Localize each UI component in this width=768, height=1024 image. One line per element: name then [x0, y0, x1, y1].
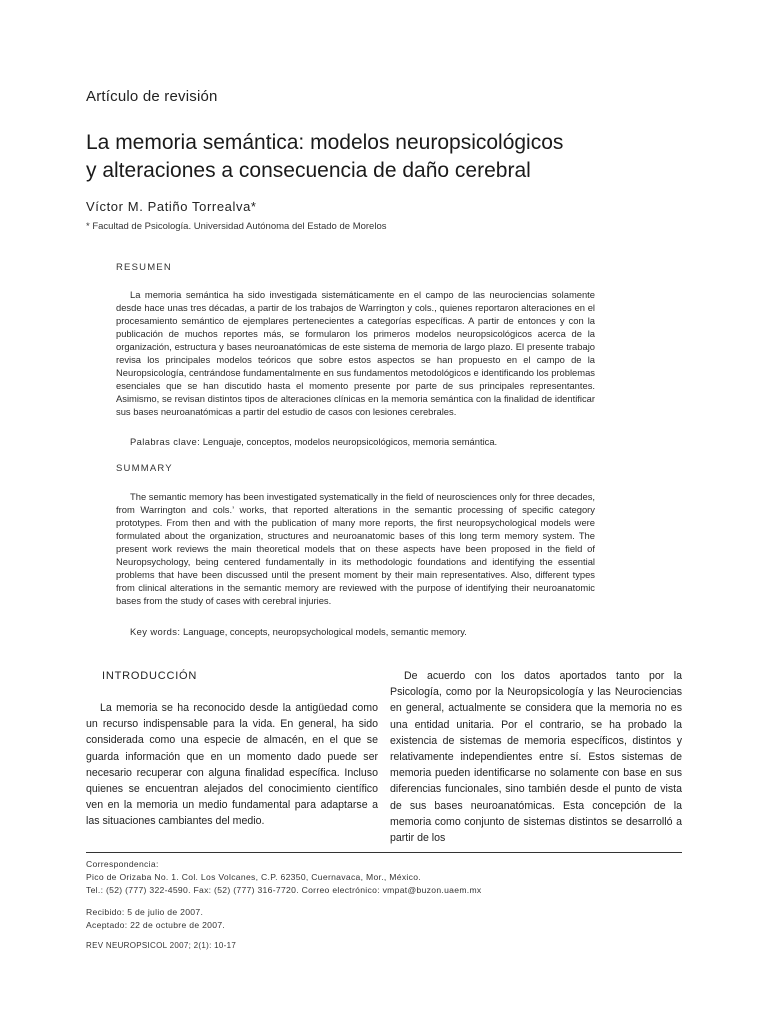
affiliation: * Facultad de Psicología. Universidad Autónoma del Estado de Morelos — [86, 221, 387, 232]
key-words-label: Key words: — [130, 626, 181, 637]
intro-right-column — [390, 668, 682, 846]
resumen-heading: RESUMEN — [116, 262, 172, 273]
introduction-heading: INTRODUCCIÓN — [102, 670, 198, 682]
keywords-label: Palabras clave: — [130, 436, 201, 447]
summary-keywords — [130, 626, 467, 637]
resumen-body — [116, 288, 595, 418]
resumen-keywords — [130, 436, 497, 447]
resumen-text: La memoria semántica ha sido investigada sistemáticamente en el campo de las neurociencias solamente desde hace unas tres décadas, a partir de los trabajos de Warrington y cols., quienes reportaron alteraciones en el procesamiento semántico de ejemplares pertenecientes a categorías específicas. A partir de entonces y con la publicación de muchos reportes más, se formularon los primeros modelos neuropsicológicos acerca de la organización, estructura y bases neuroanatómicas de este sistema de memoria de largo plazo. El presente trabajo revisa los principales modelos teóricos que sobre estos aspectos se han propuesto en el campo de la Neuropsicología, centrándose fundamentalmente en sus fundamentos metodológicos e identificando los problemas esenciales que se han discutido hasta el momento presente por parte de sus principales representantes. Asimismo, se revisan distintos tipos de alteraciones clínicas en la memoria semántica con la finalidad de identificar sus bases neuroanatómicas a partir del estudio de casos con lesiones cerebrales. — [116, 289, 595, 418]
correspondence-address: Pico de Orizaba No. 1. Col. Los Volcanes, C.P. 62350, Cuernavaca, Mor., México. — [86, 871, 421, 882]
section-type: Artículo de revisión — [86, 88, 218, 105]
title-line-1: La memoria semántica: modelos neuropsicológicos — [86, 131, 564, 154]
intro-right-text: De acuerdo con los datos aportados tanto por la Psicología, como por la Neuropsicología y las Neurociencias en general, actualmente se considera que la memoria no es una entidad unitaria. Por el contrario, se ha probado la existencia de sistemas de memoria específicos, distintos y relativamente independientes entre sí. Estos sistemas de memoria pueden identificarse no solamente con base en sus diferencias funcionales, sino también desde el punto de vista de sus bases neuroanatómicas. Esta concepción de la memoria como conjunto de sistemas distintos se desarrolló a partir de los — [390, 670, 682, 845]
author: Víctor M. Patiño Torrealva* — [86, 199, 257, 214]
correspondence-block — [86, 858, 482, 896]
received-date: Recibido: 5 de julio de 2007. — [86, 907, 204, 917]
key-words-text: Language, concepts, neuropsychological models, semantic memory. — [182, 626, 467, 637]
intro-left-column — [86, 700, 378, 830]
dates-block — [86, 906, 225, 932]
article-title — [86, 129, 706, 185]
summary-body — [116, 490, 595, 607]
correspondence-label: Correspondencia: — [86, 859, 159, 869]
accepted-date: Aceptado: 22 de octubre de 2007. — [86, 919, 226, 930]
title-line-2: y alteraciones a consecuencia de daño cerebral — [86, 159, 531, 182]
summary-heading: SUMMARY — [116, 463, 173, 474]
keywords-text: Lenguaje, conceptos, modelos neuropsicológicos, memoria semántica. — [202, 436, 498, 447]
intro-left-text: La memoria se ha reconocido desde la antigüedad como un recurso indispensable para la vida. En general, ha sido considerada como una especie de almacén, en el que se guarda información que en un momento dado puede ser necesario recuperar con alguna finalidad específica. Incluso quienes se encuentran alejados del conocimiento científico ven en la memoria un medio fundamental para adaptarse a las situaciones cambiantes del medio. — [86, 702, 378, 828]
summary-text: The semantic memory has been investigated systematically in the field of neurosciences only for three decades, from Warrington and cols.’ works, that reported alterations in the semantic processing of specific category prototypes. From then and with the publication of many more reports, the first neuropsychological models were formulated about the organization, structures and neuroanatomic bases of this long term memory system. The present work reviews the main theoretical models that on these aspects have been proposed in the field of Neuropsychology, being centered fundamentally in its methodologic foundations and identifying the essential problems that have been discussed until the present moment by their main representatives. Also, different types from clinical alterations in the semantic memory are reviewed with the purpose of identifying their neuroanatomic bases from the study of cases with cerebral injuries. — [116, 491, 595, 607]
footer-divider — [86, 852, 682, 853]
journal-citation: REV NEUROPSICOL 2007; 2(1): 10-17 — [86, 941, 237, 950]
correspondence-contact: Tel.: (52) (777) 322-4590. Fax: (52) (777) 316-7720. Correo electrónico: vmpat@buzon.uaem.mx — [86, 884, 482, 895]
